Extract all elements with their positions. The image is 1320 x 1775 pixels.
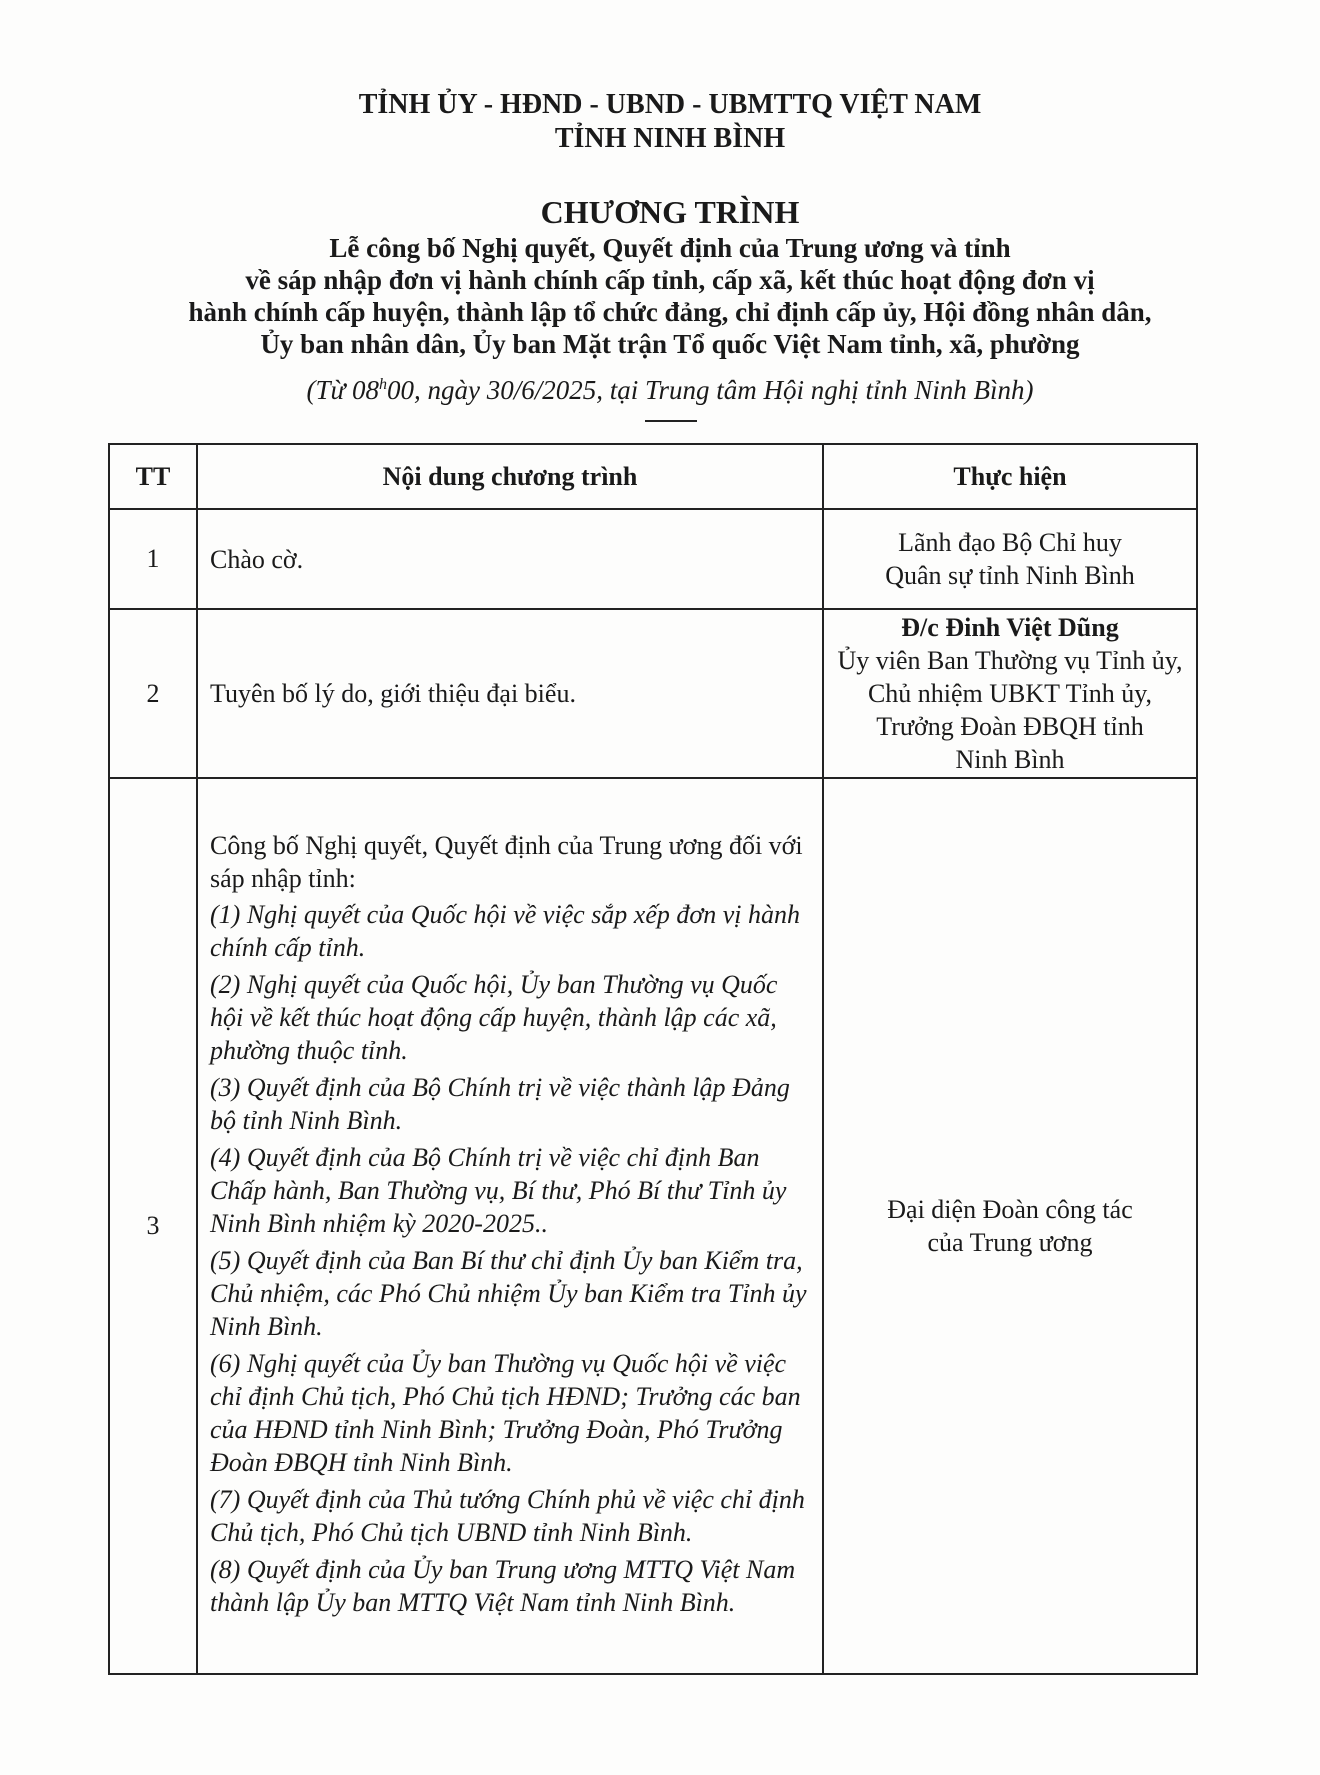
executor-line: Ủy viên Ban Thường vụ Tỉnh ủy, bbox=[837, 646, 1183, 675]
content-item: (7) Quyết định của Thủ tướng Chính phủ về việc chỉ định Chủ tịch, Phó Chủ tịch UBND tỉnh Ninh Bình. bbox=[210, 1485, 805, 1547]
content-item: (4) Quyết định của Bộ Chính trị về việc chỉ định Ban Chấp hành, Ban Thường vụ, Bí thư, Phó Bí thư Tỉnh ủy Ninh Bình nhiệm kỳ 2020-2025.. bbox=[210, 1143, 787, 1238]
executor-line: Trưởng Đoàn ĐBQH tỉnh bbox=[876, 712, 1144, 741]
content-item: (5) Quyết định của Ban Bí thư chỉ định Ủy ban Kiểm tra, Chủ nhiệm, các Phó Chủ nhiệm Ủy ban Kiểm tra Tỉnh ủy Ninh Bình. bbox=[210, 1246, 807, 1341]
row-number: 3 bbox=[109, 778, 197, 1674]
row-executor bbox=[823, 509, 1197, 609]
executor-line: Chủ nhiệm UBKT Tỉnh ủy, bbox=[867, 679, 1153, 708]
content-item: (6) Nghị quyết của Ủy ban Thường vụ Quốc hội về việc chỉ định Chủ tịch, Phó Chủ tịch HĐND; Trưởng các ban của HĐND tỉnh Ninh Bình; Trưởng Đoàn, Phó Trưởng Đoàn ĐBQH tỉnh Ninh Bình. bbox=[210, 1349, 801, 1477]
header-executor: Thực hiện bbox=[823, 444, 1197, 509]
program-table bbox=[108, 443, 1198, 1675]
subtitle-line-3: hành chính cấp huyện, thành lập tổ chức đảng, chỉ định cấp ủy, Hội đồng nhân dân, bbox=[188, 297, 1152, 327]
table-row bbox=[109, 778, 1197, 1674]
header-tt: TT bbox=[109, 444, 197, 509]
executor-line: Đại diện Đoàn công tác bbox=[887, 1195, 1133, 1224]
content-item: (1) Nghị quyết của Quốc hội về việc sắp xếp đơn vị hành chính cấp tỉnh. bbox=[210, 900, 801, 962]
row-number: 1 bbox=[109, 509, 197, 609]
event-time-location bbox=[0, 368, 1320, 407]
title-separator bbox=[645, 420, 697, 422]
content-item: (2) Nghị quyết của Quốc hội, Ủy ban Thường vụ Quốc hội về kết thúc hoạt động cấp huyện, thành lập các xã, phường thuộc tỉnh. bbox=[210, 970, 778, 1065]
document-title: CHƯƠNG TRÌNH bbox=[540, 194, 800, 230]
subtitle-line-4: Ủy ban nhân dân, Ủy ban Mặt trận Tổ quốc Việt Nam tỉnh, xã, phường bbox=[260, 329, 1080, 359]
organization-line-1: TỈNH ỦY - HĐND - UBND - UBMTTQ VIỆT NAM bbox=[358, 89, 982, 120]
document-subtitle bbox=[0, 232, 1320, 360]
subtitle-line-1: Lễ công bố Nghị quyết, Quyết định của Trung ương và tỉnh bbox=[329, 233, 1011, 263]
time-prefix: (Từ 08 bbox=[306, 375, 379, 405]
content-intro: Công bố Nghị quyết, Quyết định của Trung ương đối với sáp nhập tỉnh: bbox=[210, 831, 803, 893]
time-sup: h bbox=[378, 376, 387, 393]
table-header-row bbox=[109, 444, 1197, 509]
row-content: Chào cờ. bbox=[197, 509, 823, 609]
subtitle-line-2: về sáp nhập đơn vị hành chính cấp tỉnh, cấp xã, kết thúc hoạt động đơn vị bbox=[245, 265, 1095, 295]
executor-line: Quân sự tỉnh Ninh Bình bbox=[885, 561, 1135, 590]
header-content: Nội dung chương trình bbox=[197, 444, 823, 509]
row-executor bbox=[823, 778, 1197, 1674]
row-number: 2 bbox=[109, 609, 197, 778]
table-row bbox=[109, 609, 1197, 778]
executor-name: Đ/c Đinh Việt Dũng bbox=[901, 613, 1119, 642]
executor-line: Lãnh đạo Bộ Chỉ huy bbox=[898, 528, 1122, 557]
executor-line: Ninh Bình bbox=[955, 745, 1065, 774]
time-suffix: 00, ngày 30/6/2025, tại Trung tâm Hội nghị tỉnh Ninh Bình) bbox=[386, 375, 1034, 405]
content-item: (8) Quyết định của Ủy ban Trung ương MTTQ Việt Nam thành lập Ủy ban MTTQ Việt Nam tỉnh Ninh Bình. bbox=[210, 1555, 796, 1617]
organization-line-2: TỈNH NINH BÌNH bbox=[554, 123, 786, 154]
table-row bbox=[109, 509, 1197, 609]
row-executor bbox=[823, 609, 1197, 778]
row-content: Tuyên bố lý do, giới thiệu đại biểu. bbox=[197, 609, 823, 778]
content-item: (3) Quyết định của Bộ Chính trị về việc thành lập Đảng bộ tỉnh Ninh Bình. bbox=[210, 1073, 790, 1135]
row-content bbox=[197, 778, 823, 1674]
executor-line: của Trung ương bbox=[927, 1228, 1093, 1257]
